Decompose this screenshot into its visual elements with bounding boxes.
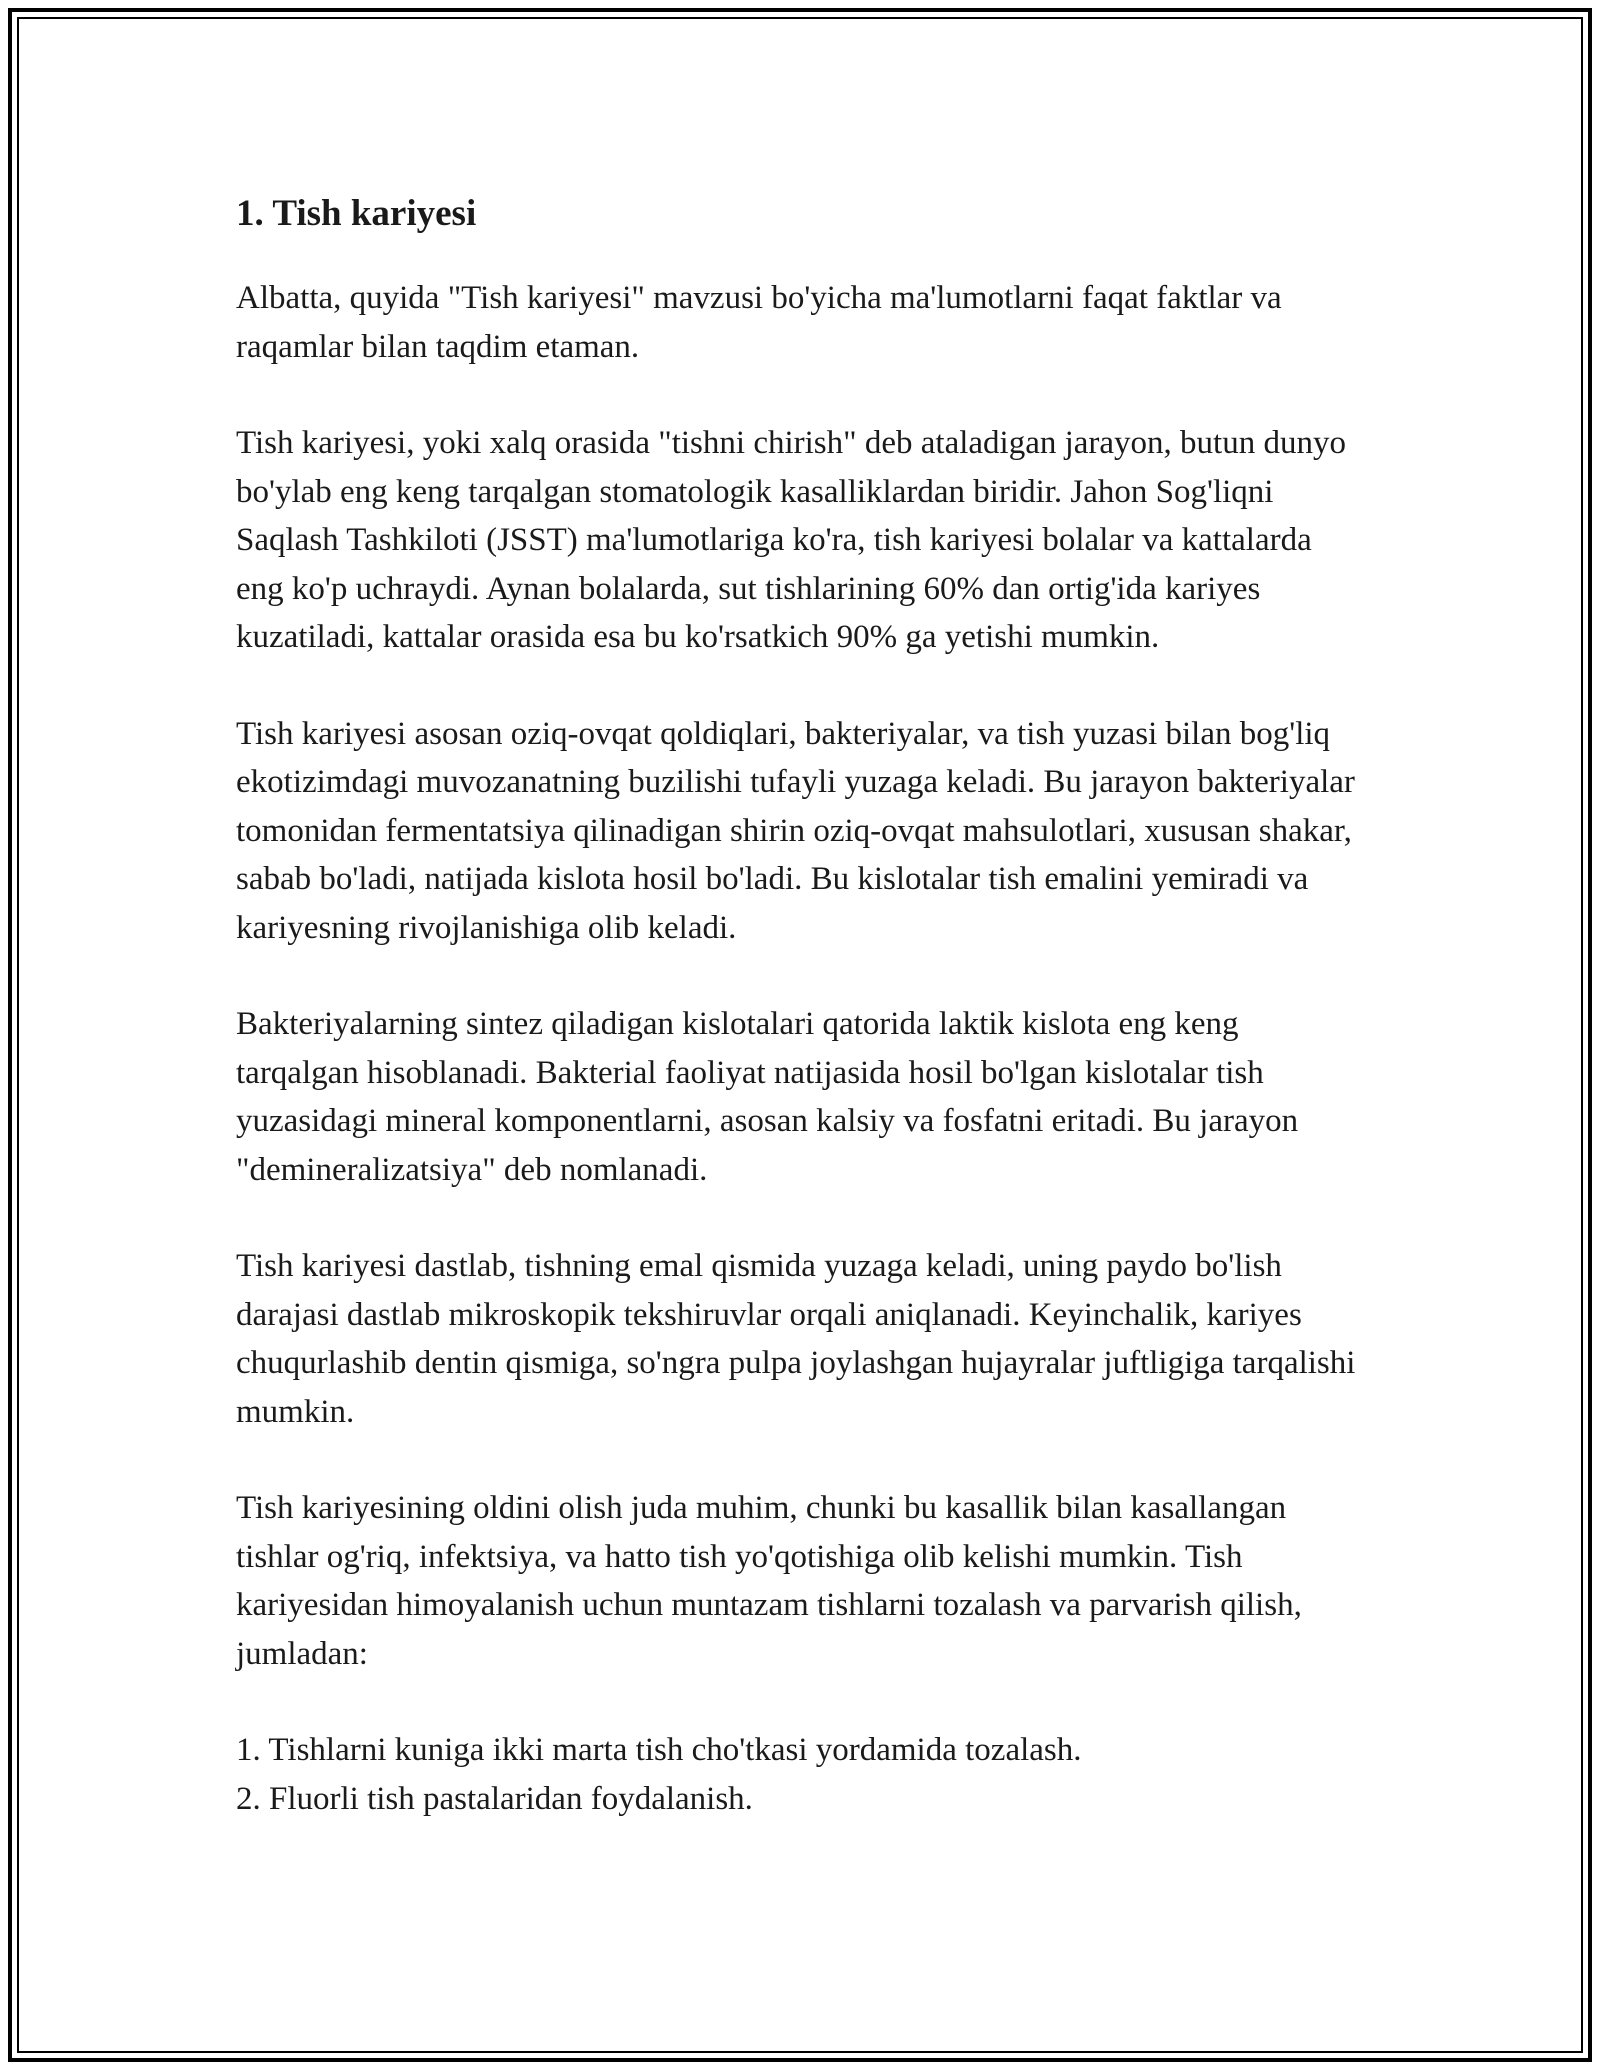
document-body [236,182,1366,1823]
list-item: 1. Tishlarni kuniga ikki marta tish cho'tkasi yordamida tozalash. [236,1732,1082,1768]
section-heading: 1. Tish kariyesi [236,193,477,234]
prevention-list [236,1726,1366,1823]
causes-paragraph: Tish kariyesi asosan oziq-ovqat qoldiqlari, bakteriyalar, va tish yuzasi bilan bog'liq ekotizimdagi muvozanatning buzilishi tufayli yuzaga keladi. Bu jarayon bakteriyalar tomonidan fermentatsiya qilinadigan shirin oziq-ovqat mahsulotlari, xususan shakar, sabab bo'ladi, natijada kislota hosil bo'ladi. Bu kislotalar tish emalini yemiradi va kariyesning rivojlanishiga olib keladi. [236,715,1355,946]
list-item: 2. Fluorli tish pastalaridan foydalanish. [236,1780,753,1817]
intro-paragraph: Albatta, quyida "Tish kariyesi" mavzusi bo'yicha ma'lumotlarni faqat faktlar va raqamlar bilan taqdim etaman. [236,280,1282,365]
progression-paragraph: Tish kariyesi dastlab, tishning emal qismida yuzaga keladi, uning paydo bo'lish darajasi dastlab mikroskopik tekshiruvlar orqali aniqlanadi. Keyinchalik, kariyes chuqurlashib dentin qismiga, so'ngra pulpa joylashgan hujayralar juftligiga tarqalishi mumkin. [236,1248,1356,1430]
acids-paragraph: Bakteriyalarning sintez qiladigan kislotalari qatorida laktik kislota eng keng tarqalgan hisoblanadi. Bakterial faoliyat natijasida hosil bo'lgan kislotalar tish yuzasidagi mineral komponentlarni, asosan kalsiy va fosfatni eritadi. Bu jarayon "demineralizatsiya" deb nomlanadi. [236,1006,1299,1188]
prevalence-paragraph: Tish kariyesi, yoki xalq orasida "tishni chirish" deb ataladigan jarayon, butun dunyo bo'ylab eng keng tarqalgan stomatologik kasalliklardan biridir. Jahon Sog'liqni Saqlash Tashkiloti (JSST) ma'lumotlariga ko'ra, tish kariyesi bolalar va kattalarda eng ko'p uchraydi. Aynan bolalarda, sut tishlarining 60% dan ortig'ida kariyes kuzatiladi, kattalar orasida esa bu ko'rsatkich 90% ga yetishi mumkin. [236,425,1346,655]
prevention-paragraph: Tish kariyesining oldini olish juda muhim, chunki bu kasallik bilan kasallangan tishlar og'riq, infektsiya, va hatto tish yo'qotishiga olib kelishi mumkin. Tish kariyesidan himoyalanish uchun muntazam tishlarni tozalash va parvarish qilish, jumladan: [236,1490,1302,1672]
